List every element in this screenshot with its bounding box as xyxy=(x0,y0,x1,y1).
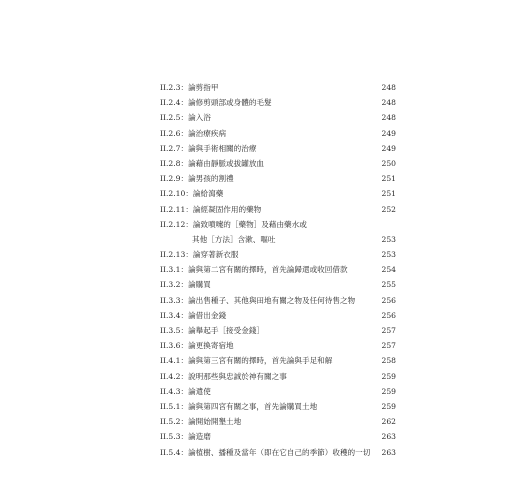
toc-entry-number: II.4.2： xyxy=(160,371,189,381)
toc-entry-page: 256 xyxy=(381,310,396,320)
toc-entry-title: 其他［方法］含漱、嘔吐 xyxy=(192,234,276,244)
toc-entry-page: 263 xyxy=(381,432,396,442)
toc-entry-page: 259 xyxy=(381,386,396,396)
toc-entry-title: 論借出金錢 xyxy=(188,310,227,320)
toc-entry-page: 257 xyxy=(381,341,396,351)
toc-entry-number: II.2.7： xyxy=(160,143,189,153)
toc-entry-page: 255 xyxy=(381,280,396,290)
toc-entry-number: II.5.4： xyxy=(160,447,189,457)
toc-entry-number: II.2.8： xyxy=(160,158,189,168)
toc-entry-page: 253 xyxy=(381,234,396,244)
toc-entry-page: 252 xyxy=(381,204,396,214)
toc-entry-number: II.3.6： xyxy=(160,341,189,351)
toc-entry-page: 248 xyxy=(381,113,396,123)
toc-entry-page: 259 xyxy=(381,371,396,381)
toc-entry-number: II.3.1： xyxy=(160,265,189,275)
toc-entry xyxy=(160,141,396,156)
toc-entry-number: II.4.3： xyxy=(160,386,189,396)
toc-entry xyxy=(160,353,396,368)
toc-entry-title: 論男孩的割禮 xyxy=(188,174,234,184)
toc-entry-title: 論經凝固作用的藥物 xyxy=(192,204,262,214)
toc-entry-title: 論給瀉藥 xyxy=(192,189,224,199)
toc-entry xyxy=(160,217,396,232)
toc-entry-page: 254 xyxy=(381,265,396,275)
toc-entry-title: 論與第四宮有關之事，首先論購買土地 xyxy=(188,401,318,411)
toc-entry-title: 論植樹、播種及當年（即在它自己的季節）收穫的一切 xyxy=(188,447,371,457)
toc-entry-number: II.2.12： xyxy=(160,219,193,229)
toc-entry-title: 論穿著新衣服 xyxy=(192,250,239,260)
toc-entry-title: 說明那些與忠誠於神有關之事 xyxy=(188,371,287,381)
toc-entry xyxy=(160,445,396,460)
toc-entry-page: 249 xyxy=(381,128,396,138)
toc-entry xyxy=(160,156,396,171)
toc-entry-page: 253 xyxy=(381,250,396,260)
toc-entry-title: 論與手術相關的治療 xyxy=(188,143,257,153)
toc-entry-title: 論修剪頭部或身體的毛髮 xyxy=(188,98,272,108)
toc-entry-number: II.2.9： xyxy=(160,174,189,184)
toc-entry xyxy=(160,369,396,384)
toc-entry-title: 論與第三宮有關的擇時，首先論與手足和解 xyxy=(188,356,333,366)
toc-entry-number: II.3.5： xyxy=(160,326,189,335)
toc-entry-page: 250 xyxy=(381,158,396,168)
toc-entry-title: 論治療疾病 xyxy=(188,128,227,138)
toc-entry-page: 248 xyxy=(381,98,396,108)
toc-entry-page: 249 xyxy=(381,143,396,153)
toc-entry-number: II.5.2： xyxy=(160,417,189,427)
toc-entry-number: II.2.4： xyxy=(160,98,189,108)
toc-entry-page: 257 xyxy=(381,326,396,335)
toc-entry xyxy=(160,80,396,95)
toc-entry xyxy=(160,247,396,262)
toc-entry-number: II.5.1： xyxy=(160,401,189,411)
toc-entry-number: II.2.11： xyxy=(160,204,193,214)
toc-entry xyxy=(160,277,396,292)
toc-entry-page: 248 xyxy=(381,83,396,92)
toc-entry xyxy=(160,399,396,414)
toc-entry-number: II.2.3： xyxy=(160,83,189,92)
toc-entry-number: II.3.2： xyxy=(160,280,189,290)
toc-entry xyxy=(160,384,396,399)
toc-entry xyxy=(160,429,396,444)
toc-entry xyxy=(160,323,396,338)
toc-entry-page: 263 xyxy=(381,447,396,457)
toc-entry-title: 論入浴 xyxy=(188,113,211,123)
toc-entry xyxy=(160,414,396,429)
toc-entry-number: II.2.13： xyxy=(160,250,193,260)
table-of-contents xyxy=(160,80,396,460)
toc-entry-title: 論與第二宮有關的擇時，首先論歸還或收回借款 xyxy=(188,265,348,275)
toc-entry-title: 論購買 xyxy=(188,280,211,290)
toc-entry xyxy=(160,308,396,323)
toc-entry xyxy=(160,126,396,141)
toc-entry-number: II.2.5： xyxy=(160,113,189,123)
toc-entry-title: 論剪指甲 xyxy=(188,83,219,92)
toc-entry-title: 論藉由靜脈或拔罐放血 xyxy=(188,158,265,168)
toc-entry-number: II.3.4： xyxy=(160,310,189,320)
toc-entry-title: 論舉起手［接受金錢］ xyxy=(188,326,265,335)
toc-entry-number: II.5.3： xyxy=(160,432,189,442)
toc-entry xyxy=(160,232,396,247)
toc-entry-number: II.2.6： xyxy=(160,128,189,138)
toc-entry-title: 論更換寄宿地 xyxy=(188,341,234,351)
toc-entry-title: 論開始開墾土地 xyxy=(188,417,242,427)
toc-entry xyxy=(160,202,396,217)
toc-entry xyxy=(160,293,396,308)
toc-entry-title: 論遣使 xyxy=(188,386,211,396)
toc-entry xyxy=(160,262,396,277)
toc-entry-title: 論出售種子、其他與田地有關之物及任何待售之物 xyxy=(188,295,356,305)
toc-entry xyxy=(160,171,396,186)
toc-entry xyxy=(160,186,396,201)
toc-entry-page: 258 xyxy=(381,356,396,366)
toc-entry-page: 251 xyxy=(381,174,396,184)
toc-entry-number: II.3.3： xyxy=(160,295,189,305)
toc-entry-title: 論致噴嚏的［藥物］及藉由藥水或 xyxy=(192,219,307,229)
toc-entry-page: 256 xyxy=(381,295,396,305)
toc-entry xyxy=(160,95,396,110)
toc-entry xyxy=(160,110,396,125)
toc-entry-page: 259 xyxy=(381,401,396,411)
toc-entry-number: II.2.10： xyxy=(160,189,193,199)
toc-entry-page: 251 xyxy=(381,189,396,199)
toc-entry-page: 262 xyxy=(381,417,396,427)
toc-entry-number: II.4.1： xyxy=(160,356,189,366)
toc-entry xyxy=(160,338,396,353)
toc-entry-title: 論造磨 xyxy=(188,432,211,442)
